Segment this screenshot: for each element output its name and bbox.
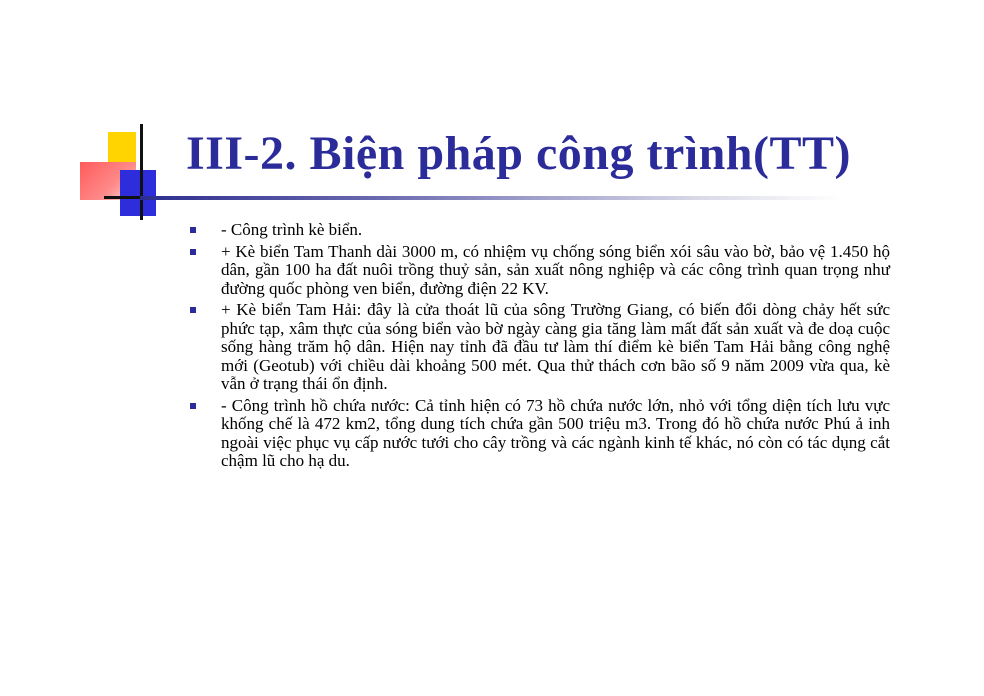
- list-item-text: + Kè biển Tam Thanh dài 3000 m, có nhiệm vụ chống sóng biển xói sâu vào bờ, bảo vệ 1.450 hộ dân, gần 100 ha đất nuôi trồng thuỷ sản, sản xuất nông nghiệp và các công trình quan trọng như đường quốc phòng ven biển, đường điện 22 KV.: [221, 241, 890, 298]
- decoration-yellow-square: [108, 132, 136, 162]
- slide-title: III-2. Biện pháp công trình(TT): [186, 127, 851, 180]
- list-item: [190, 243, 890, 299]
- list-item: [190, 397, 890, 471]
- square-bullet-icon: [190, 307, 196, 313]
- bullet-list: [190, 221, 890, 474]
- square-bullet-icon: [190, 227, 196, 233]
- list-item: [190, 221, 890, 240]
- decoration-vertical-line: [140, 124, 143, 220]
- square-bullet-icon: [190, 403, 196, 409]
- title-decoration: [80, 124, 180, 224]
- list-item-text: + Kè biển Tam Hải: đây là cửa thoát lũ của sông Trường Giang, có biến đổi dòng chảy hết sức phức tạp, xâm thực của sóng biển vào bờ ngày càng gia tăng làm mất đất sản xuất và đe doạ cuộc sống hàng trăm hộ dân. Hiện nay tỉnh đã đầu tư làm thí điểm kè biển Tam Hải bằng công nghệ mới (Geotub) với chiều dài khoảng 500 mét. Qua thử thách cơn bão số 9 năm 2009 vừa qua, kè vẫn ở trạng thái ổn định.: [221, 300, 890, 393]
- title-underline: [140, 196, 840, 200]
- list-item-text: - Công trình kè biển.: [221, 220, 363, 239]
- list-item: [190, 301, 890, 394]
- list-item-text: - Công trình hồ chứa nước: Cả tỉnh hiện có 73 hồ chứa nước lớn, nhỏ với tổng diện tích lưu vực khống chế là 472 km2, tổng dung tích chứa gần 500 triệu m3. Trong đó hồ chứa nước Phú ả inh ngoài việc phục vụ cấp nước tưới cho cây trồng và các ngành kinh tế khác, nó còn có tác dụng cắt chậm lũ cho hạ du.: [221, 395, 890, 470]
- decoration-blue-square: [120, 170, 156, 216]
- square-bullet-icon: [190, 249, 196, 255]
